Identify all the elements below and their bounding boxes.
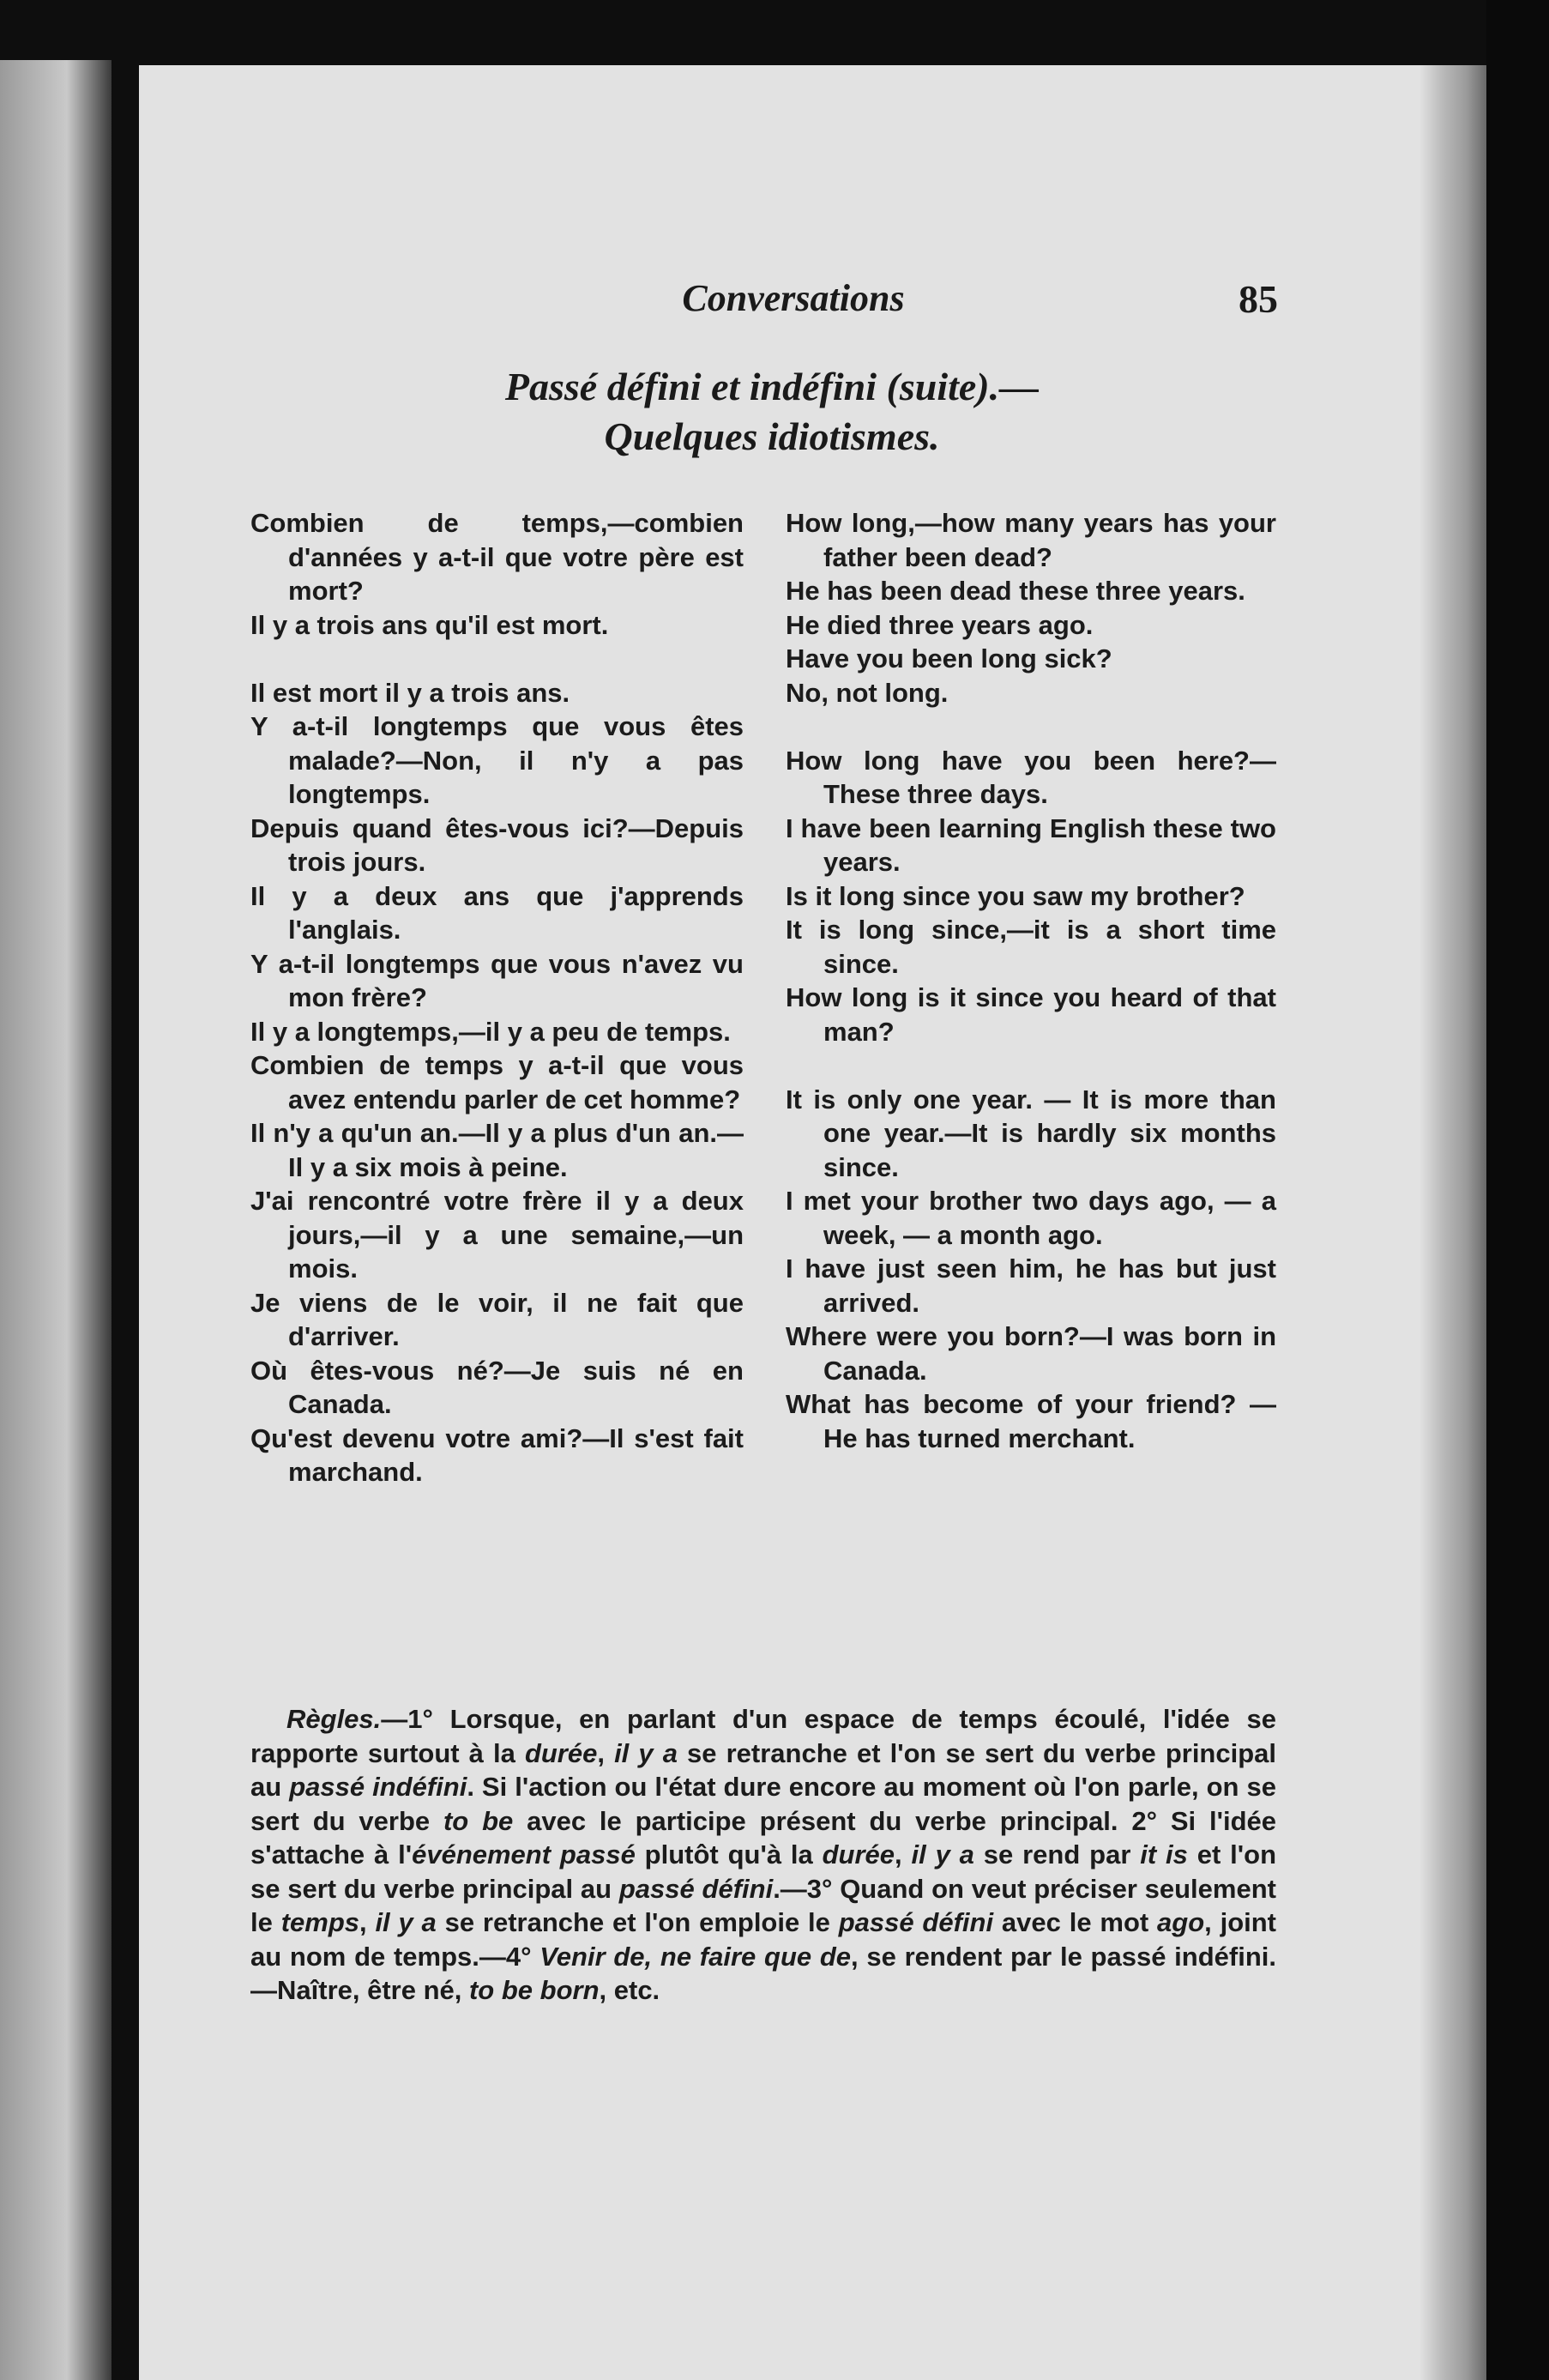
french-entry-2: Il y a trois ans qu'il est mort. — [250, 609, 609, 640]
english-entry-12: I met your brother two days ago, — a week, — a month ago. — [786, 1186, 1276, 1250]
english-entry-13: I have just seen him, he has but just arrived. — [786, 1253, 1276, 1318]
english-entry-3: He died three years ago. — [786, 609, 1094, 640]
rules-paragraph: Règles.—1° Lorsque, en parlant d'un espace de temps écoulé, l'idée se rapporte surtout à la durée, il y a se retranche et l'on se sert du verbe principal au passé indéfini. Si l'action ou l'état dure encore au moment où l'on parle, on se sert du verbe to be avec le participe présent du verbe principal. 2° Si l'idée s'attache à l'événement passé plutôt qu'à la durée, il y a se rend par it is et l'on se sert du verbe principal au passé défini.—3° Quand on veut préciser seulement le temps, il y a se retranche et l'on emploie le passé défini avec le mot ago, joint au nom de temps.—4° Venir de, ne faire que de, se rendent par le passé indéfini.—Naître, être né, to be born, etc. — [250, 1704, 1277, 2005]
english-entry-7: I have been learning English these two years. — [786, 812, 1276, 877]
french-entry-5: Depuis quand êtes-vous ici?—Depuis trois jours. — [250, 812, 744, 877]
english-entry-4: Have you been long sick? — [786, 643, 1112, 674]
english-entry-1: How long,—how many years has your father been dead? — [786, 508, 1276, 572]
running-head — [0, 276, 1549, 328]
section-title-line-1: Passé défini et indéfini (suite).— — [504, 365, 1040, 408]
french-entry-9: Combien de temps y a-t-il que vous avez entendu parler de cet homme? — [250, 1050, 744, 1114]
book-left-edge — [0, 60, 112, 2380]
english-entry-9: It is long since,—it is a short time since. — [786, 915, 1276, 979]
french-entry-4: Y a-t-il longtemps que vous êtes malade?—Non, il n'y a pas longtemps. — [250, 711, 744, 809]
french-entry-11: J'ai rencontré votre frère il y a deux jours,—il y a une semaine,—un mois. — [250, 1186, 744, 1284]
book-binding — [1486, 0, 1549, 2380]
french-entry-14: Qu'est devenu votre ami?—Il s'est fait marchand. — [250, 1423, 744, 1487]
french-entry-6: Il y a deux ans que j'apprends l'anglais. — [250, 880, 744, 945]
section-title-line-2: Quelques idiotismes. — [604, 414, 940, 458]
french-entry-3: Il est mort il y a trois ans. — [250, 677, 570, 708]
french-entry-7: Y a-t-il longtemps que vous n'avez vu mon frère? — [250, 948, 744, 1012]
english-entry-15: What has become of your friend? — He has turned merchant. — [786, 1389, 1276, 1453]
page-number: 85 — [1239, 277, 1278, 321]
running-title: Conversations — [682, 277, 905, 319]
page-edge-shadow — [1419, 65, 1486, 2380]
spacer — [786, 710, 1276, 744]
french-entry-13: Où êtes-vous né?—Je suis né en Canada. — [250, 1355, 744, 1419]
english-entry-8: Is it long since you saw my brother? — [786, 880, 1245, 911]
french-entry-12: Je viens de le voir, il ne fait que d'arriver. — [250, 1287, 744, 1351]
english-entry-10: How long is it since you heard of that man? — [786, 982, 1276, 1047]
french-entry-8: Il y a longtemps,—il y a peu de temps. — [250, 1016, 731, 1047]
english-entry-2: He has been dead these three years. — [786, 576, 1245, 606]
french-entry-1: Combien de temps,—combien d'années y a-t-il que votre père est mort? — [250, 508, 744, 606]
spacer — [250, 642, 744, 676]
spacer — [786, 1048, 1276, 1083]
french-entry-10: Il n'y a qu'un an.—Il y a plus d'un an.—Il y a six mois à peine. — [250, 1118, 744, 1182]
english-entry-5: No, not long. — [786, 677, 949, 708]
english-entry-6: How long have you been here?—These three days. — [786, 745, 1276, 809]
english-column — [786, 506, 1276, 1455]
section-title — [257, 362, 1287, 462]
english-entry-14: Where were you born?—I was born in Canada. — [786, 1321, 1276, 1386]
rules-label: Règles. — [286, 1704, 382, 1734]
english-entry-11: It is only one year. — It is more than one year.—It is hardly six months since. — [786, 1084, 1276, 1182]
french-column — [250, 506, 744, 1489]
